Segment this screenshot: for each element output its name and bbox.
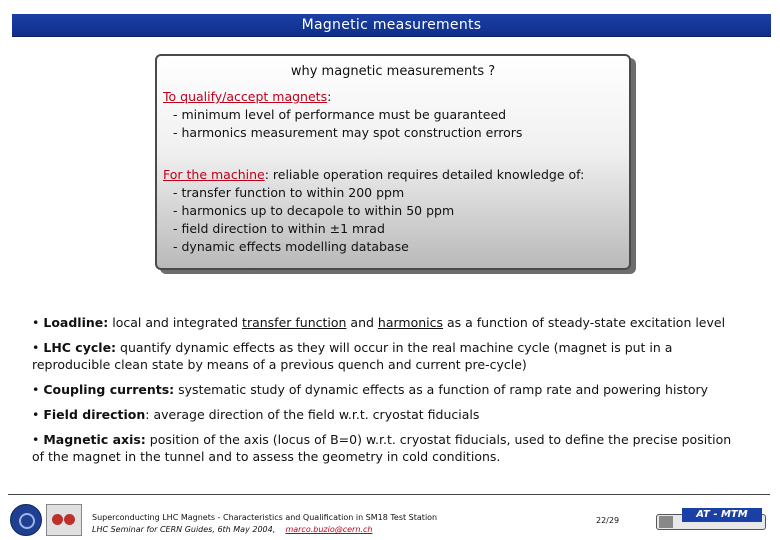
group-logo-label: AT - MTM: [682, 508, 762, 522]
box-heading: why magnetic measurements ?: [290, 64, 496, 79]
bullet-magnetic-axis: • Magnetic axis: position of the axis (locus of B=0) w.r.t. cryostat fiducials, used to define the precise position of the magnet in the tunnel and to assess the geometry in cold conditions.: [32, 432, 732, 464]
title-bar: [12, 14, 771, 37]
at-dept-logo-icon: [46, 504, 82, 536]
footer-text: [92, 512, 437, 536]
section2-item-4: - dynamic effects modelling database: [173, 239, 409, 254]
qualify-magnets-link[interactable]: To qualify/accept magnets: [163, 89, 328, 104]
bullet-dot-icon: •: [32, 407, 44, 422]
bullet-dot-icon: •: [32, 382, 44, 397]
at-mtm-logo: [656, 506, 766, 534]
why-box: [155, 54, 631, 270]
section2-item-2: - harmonics up to decapole to within 50 ppm: [173, 203, 455, 218]
bullet-dot-icon: •: [32, 315, 44, 330]
section1-item-1: - minimum level of performance must be guaranteed: [173, 107, 507, 122]
cern-logo-icon: [10, 504, 42, 536]
footer-line-2: LHC Seminar for CERN Guides, 6th May 2004, marco.buzio@cern.ch: [92, 525, 373, 534]
footer-line-1: Superconducting LHC Magnets - Characteristics and Qualification in SM18 Test Station: [92, 513, 438, 522]
section1-item-2: - harmonics measurement may spot construction errors: [173, 125, 523, 140]
bullet-dot-icon: •: [32, 432, 44, 447]
section2-title: For the machine: reliable operation requires detailed knowledge of:: [163, 167, 585, 182]
harmonics-link[interactable]: harmonics: [377, 315, 444, 330]
page-title: Magnetic measurements: [301, 17, 482, 33]
for-the-machine-link[interactable]: For the machine: [163, 167, 265, 182]
section2-item-3: - field direction to within ±1 mrad: [173, 221, 385, 236]
bullet-loadline: • Loadline: local and integrated transfer function and harmonics as a function of steady-state excitation level: [32, 315, 726, 330]
bullet-dot-icon: •: [32, 340, 44, 355]
section1-title: To qualify/accept magnets:: [163, 89, 332, 104]
bullet-field-direction: • Field direction: average direction of the field w.r.t. cryostat fiducials: [32, 407, 480, 422]
bullet-coupling-currents: • Coupling currents: systematic study of dynamic effects as a function of ramp rate and powering history: [32, 382, 709, 397]
box-body: [163, 88, 584, 256]
footer-divider: [8, 494, 770, 495]
bullet-lhc-cycle: • LHC cycle: quantify dynamic effects as they will occur in the real machine cycle (magnet is put in a reproducible clean state by means of a previous quench and current pre-cycle): [32, 340, 673, 372]
transfer-function-link[interactable]: transfer function: [242, 315, 347, 330]
page-number: 22/29: [596, 516, 620, 525]
section2-item-1: - transfer function to within 200 ppm: [173, 185, 405, 200]
bullet-list: [32, 314, 747, 473]
email-link[interactable]: marco.buzio@cern.ch: [285, 525, 373, 534]
